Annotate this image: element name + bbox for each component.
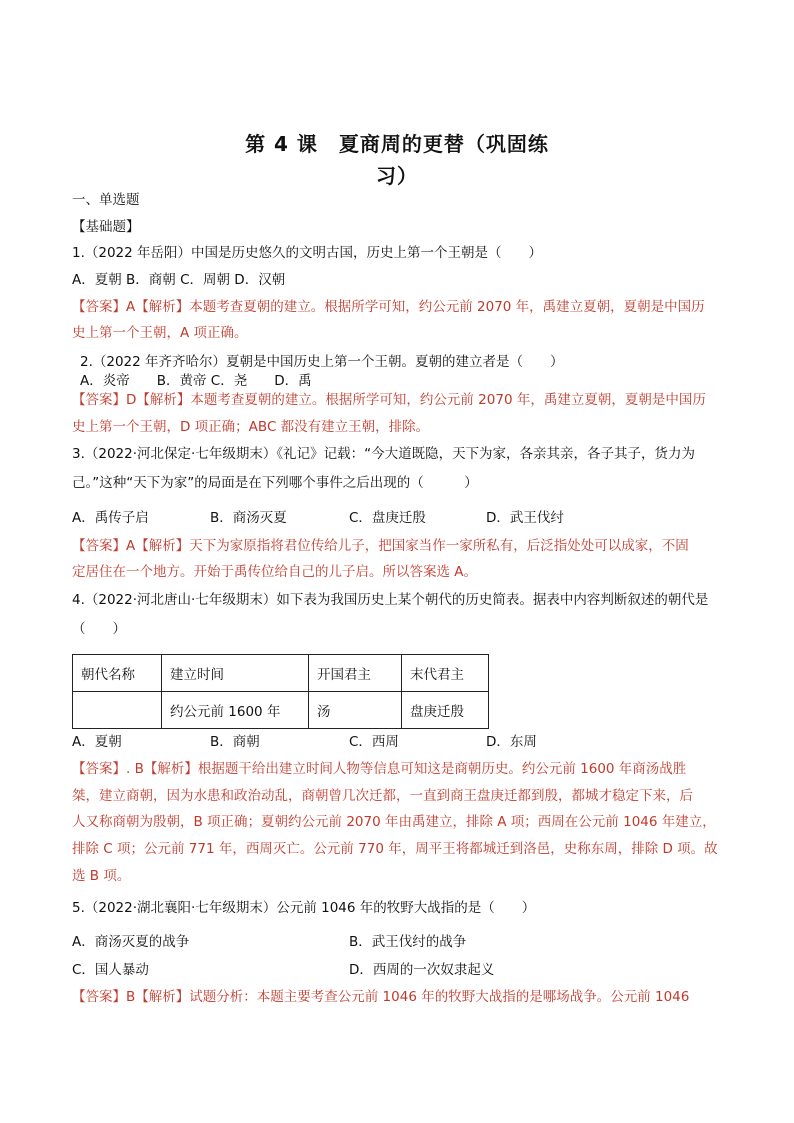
- page-title-line1: 第 4 课 夏商周的更替（巩固练: [245, 132, 549, 156]
- table-header-row: [73, 655, 489, 692]
- q5-stem: 5.（2022·湖北襄阳·七年级期末）公元前 1046 年的牧野大战指的是（ ）: [72, 900, 536, 916]
- q4-stem-line2: （ ）: [72, 621, 126, 637]
- q3-answer-line1: [72, 536, 732, 556]
- page-title-line2: 习）: [376, 164, 418, 188]
- table-cell: [73, 692, 162, 729]
- q4-answer-line5: 选 B 项。: [72, 868, 131, 884]
- q5-answer-line1: [72, 987, 732, 1007]
- q2-answer-line2: 史上第一个王朝，D 项正确；ABC 都没有建立王朝，排除。: [72, 419, 430, 435]
- q1-answer-line2: 史上第一个王朝，A 项正确。: [72, 325, 248, 341]
- q3-answer-tag: 【答案】: [72, 538, 126, 554]
- q4-answer-line4: 排除 C 项；公元前 771 年，西周灭亡。公元前 770 年，周平王将都城迁到洛邑，史称东周，排除 D 项。故: [72, 841, 718, 857]
- q3-answer-line2: 定居住在一个地方。开始于禹传位给自己的儿子启。所以答案选 A。: [72, 564, 478, 580]
- subsection-heading: 【基础题】: [72, 219, 140, 235]
- section-heading: 一、单选题: [72, 192, 140, 208]
- q5-option-d: D．西周的一次奴隶起义: [349, 962, 495, 978]
- q3-option-c: C．盘庚迁殷: [349, 510, 426, 526]
- q1-answer-text1: A【解析】本题考查夏朝的建立。根据所学可知，约公元前 2070 年，禹建立夏朝，夏朝是中国历: [126, 299, 705, 315]
- q1-answer-tag: 【答案】: [72, 299, 126, 315]
- q3-option-d: D．武王伐纣: [486, 510, 564, 526]
- q3-option-b: B．商汤灭夏: [210, 510, 287, 526]
- table-row: [73, 692, 489, 729]
- q4-option-c: C．西周: [349, 734, 399, 750]
- q2-stem: 2.（2022 年齐齐哈尔）夏朝是中国历史上第一个王朝。夏朝的建立者是（ ）: [80, 354, 564, 370]
- q2-options: A．炎帝 B．黄帝 C．尧 D．禹: [80, 373, 312, 389]
- q5-option-a: A．商汤灭夏的战争: [72, 934, 190, 950]
- table-header-cell: 末代君主: [402, 655, 489, 692]
- q4-option-b: B．商朝: [210, 734, 260, 750]
- table-cell: 汤: [309, 692, 402, 729]
- table-cell: 盘庚迁殷: [402, 692, 489, 729]
- q2-answer-text1: D【解析】本题考查夏朝的建立。根据所学可知，约公元前 2070 年，禹建立夏朝，夏朝是中国历: [126, 392, 706, 408]
- q3-option-a: A．禹传子启: [72, 510, 149, 526]
- table-header-cell: 建立时间: [162, 655, 309, 692]
- q4-answer-line1: [72, 759, 732, 779]
- q4-option-a: A．夏朝: [72, 734, 122, 750]
- q3-answer-text1: A【解析】天下为家原指将君位传给儿子，把国家当作一家所私有，后泛指处处可以成家，不固: [126, 538, 689, 554]
- table-header-cell: 开国君主: [309, 655, 402, 692]
- q5-answer-tag: 【答案】: [72, 989, 126, 1005]
- q4-answer-tag: 【答案】: [72, 761, 126, 777]
- q1-options: A．夏朝 B．商朝 C．周朝 D．汉朝: [72, 272, 286, 288]
- table-cell: 约公元前 1600 年: [162, 692, 309, 729]
- q3-stem-line2: 己。”这种“天下为家”的局面是在下列哪个事件之后出现的（ ）: [72, 475, 478, 491]
- q5-option-c: C．国人暴动: [72, 962, 149, 978]
- q1-stem: 1.（2022 年岳阳）中国是历史悠久的文明古国，历史上第一个王朝是（ ）: [72, 245, 543, 261]
- dynasty-table: [72, 654, 489, 729]
- q2-answer-line1: [72, 390, 732, 410]
- q4-answer-line3: 人又称商朝为殷朝，B 项正确；夏朝约公元前 2070 年由禹建立，排除 A 项；西周在公元前 1046 年建立，: [72, 814, 716, 830]
- q4-answer-line2: 桀，建立商朝，因为水患和政治动乱，商朝曾几次迁都，一直到商王盘庚迁都到殷，都城才稳定下来，后: [72, 788, 693, 804]
- table-header-cell: 朝代名称: [73, 655, 162, 692]
- q4-stem-line1: 4.（2022·河北唐山·七年级期末）如下表为我国历史上某个朝代的历史简表。据表中内容判断叙述的朝代是: [72, 592, 709, 608]
- q1-answer-line1: [72, 297, 732, 317]
- q5-option-b: B．武王伐纣的战争: [349, 934, 467, 950]
- q4-answer-text1: . B【解析】根据题干给出建立时间人物等信息可知这是商朝历史。约公元前 1600 年商汤战胜: [126, 761, 687, 777]
- q2-answer-tag: 【答案】: [72, 392, 126, 408]
- q3-stem-line1: 3.（2022·河北保定·七年级期末）《礼记》记载：“今大道既隐，天下为家，各亲其亲，各子其子，货力为: [72, 446, 696, 462]
- q5-answer-text1: B【解析】试题分析：本题主要考查公元前 1046 年的牧野大战指的是哪场战争。公元前 1046: [126, 989, 690, 1005]
- q4-option-d: D．东周: [486, 734, 537, 750]
